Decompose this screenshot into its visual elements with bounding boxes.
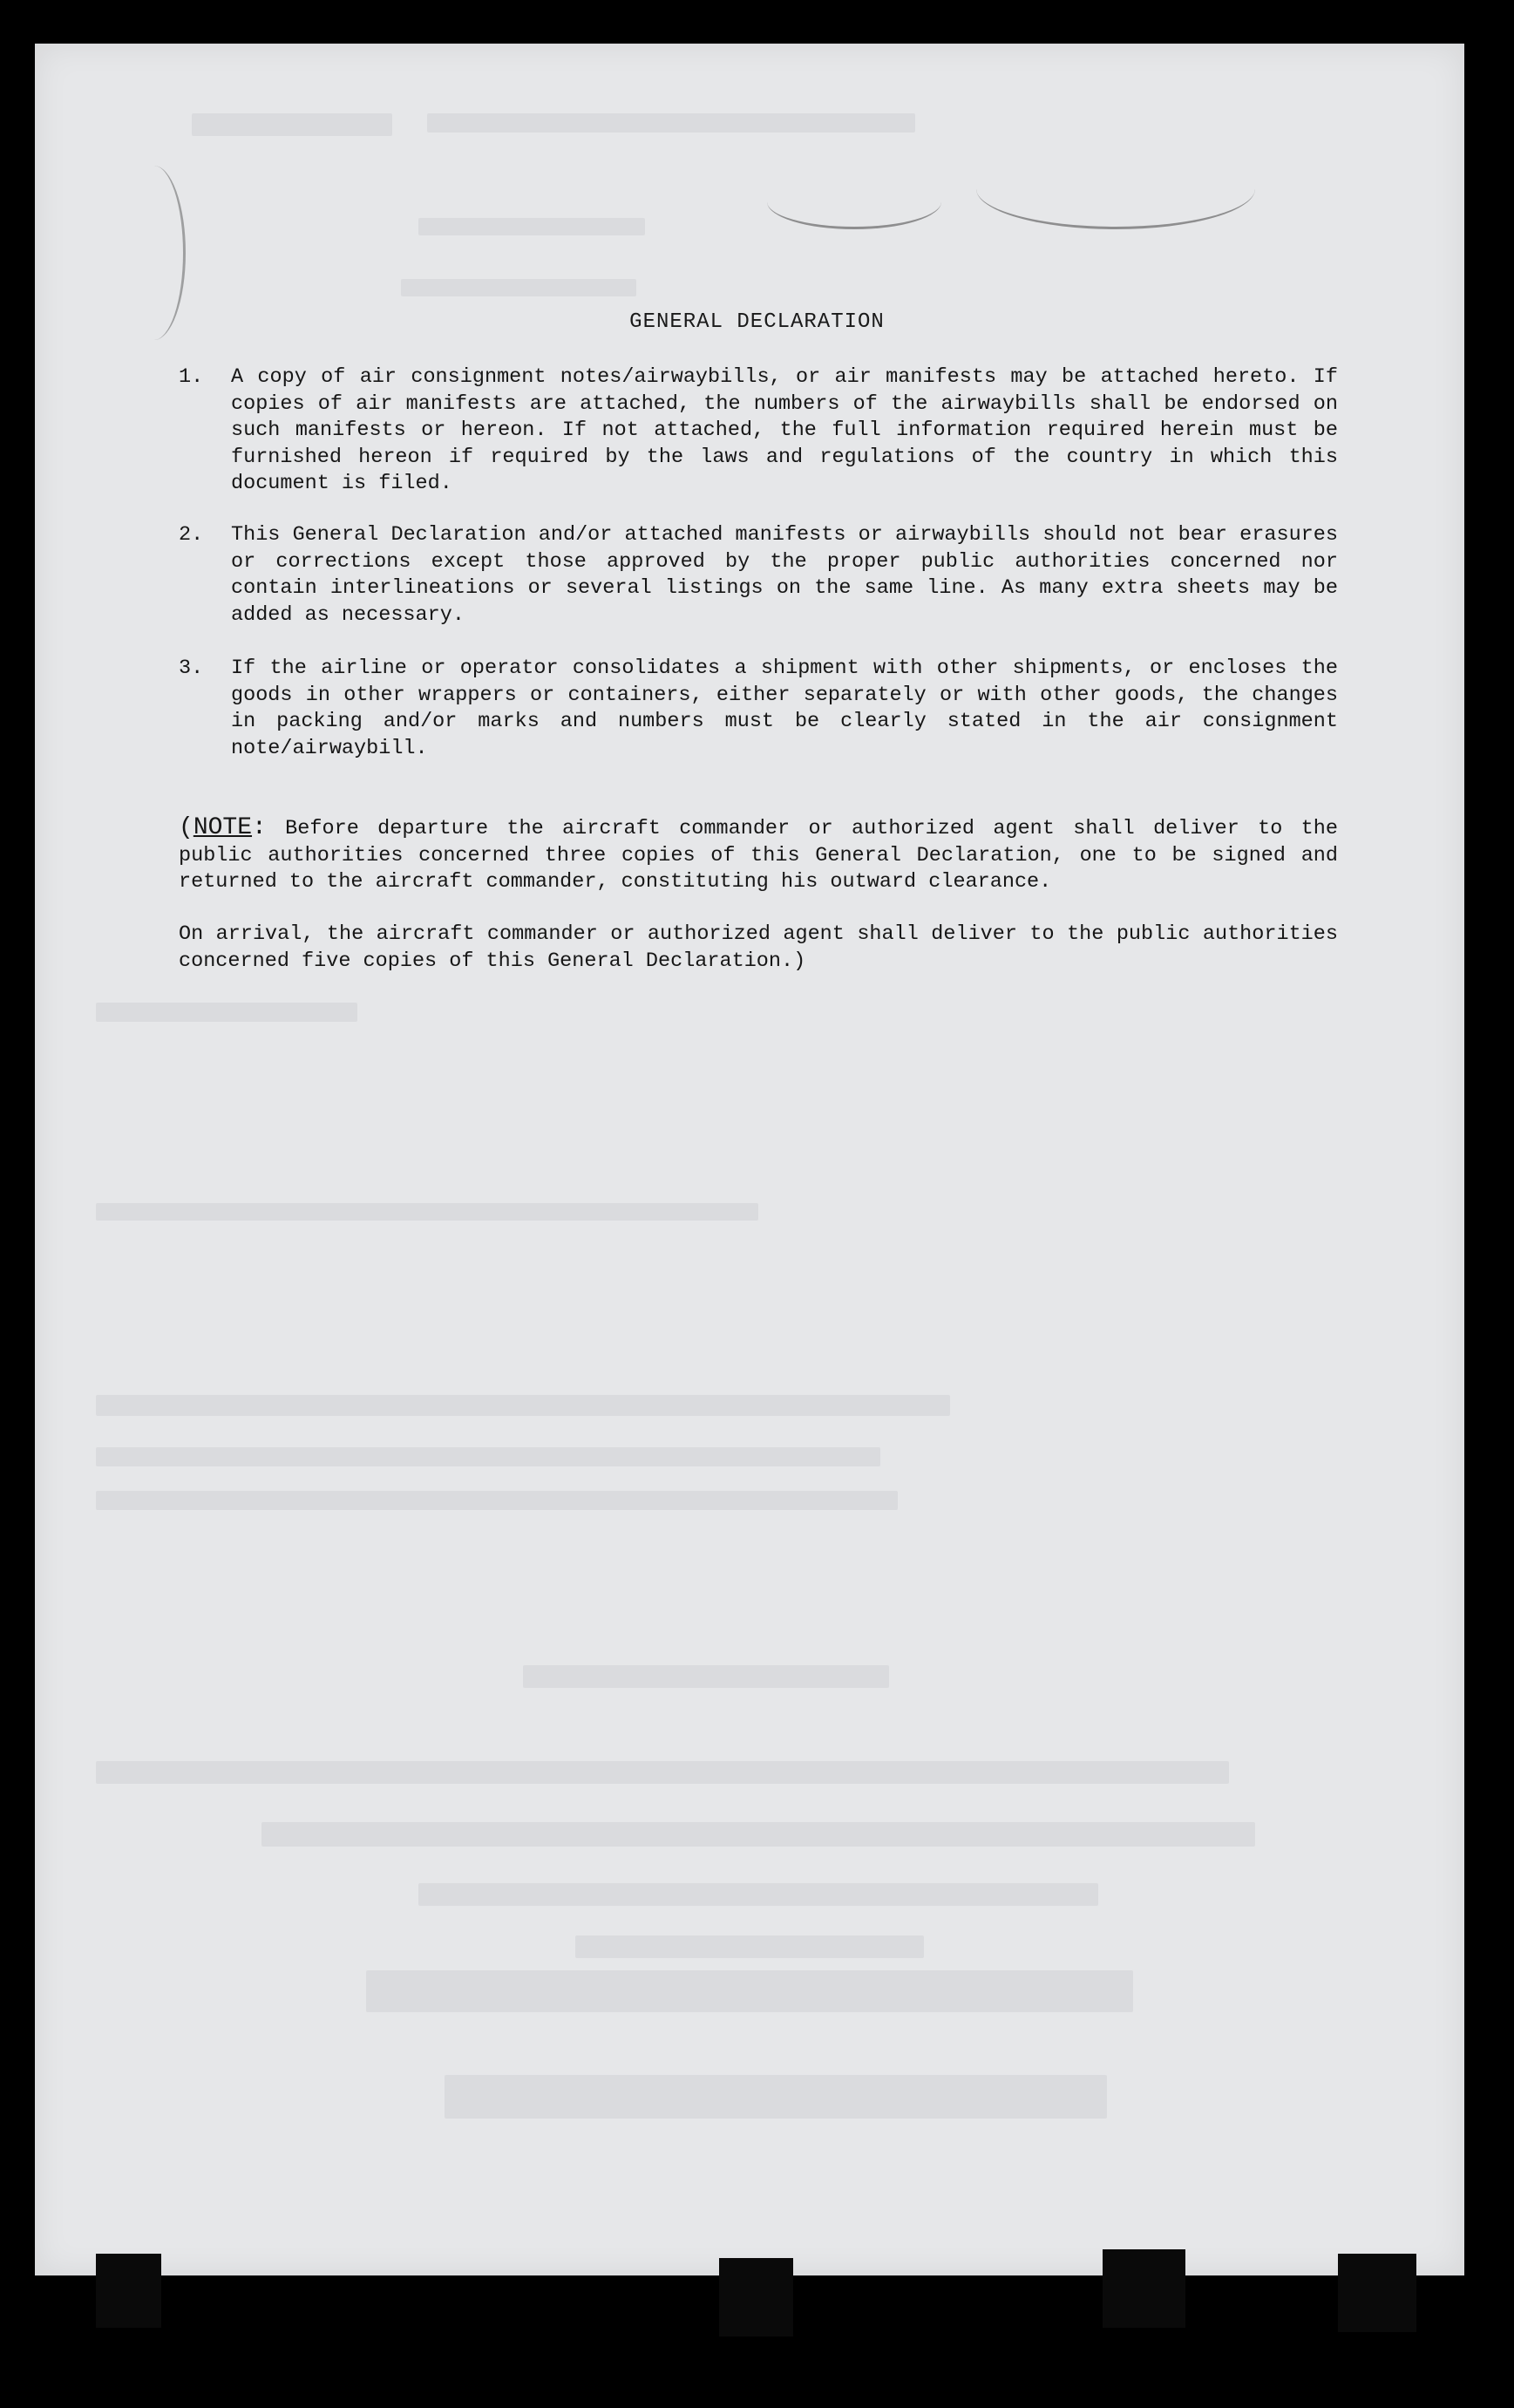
bleed-through-mark xyxy=(366,1970,1133,2012)
bleed-through-mark xyxy=(96,1491,898,1510)
binder-tab xyxy=(719,2258,793,2337)
bleed-through-mark xyxy=(418,1883,1098,1906)
bleed-through-mark xyxy=(96,1447,880,1466)
item-number: 2. xyxy=(179,523,204,547)
bleed-through-mark xyxy=(96,1395,950,1416)
item-text: A copy of air consignment notes/airwaybills, or air manifests may be attached hereto. If copies of air manifests are attached, the numbers of the airwaybills shall be endorsed on such manifests or hereon. If not attached, the full information required herein must be furnished hereon if required by the laws and regulations of the country in which this document is filed. xyxy=(231,365,1338,495)
bleed-through-mark xyxy=(445,2075,1107,2119)
bleed-through-mark xyxy=(575,1935,924,1958)
instruction-item-2 xyxy=(179,522,1338,629)
bleed-through-mark xyxy=(427,113,915,133)
handwritten-scribble xyxy=(976,148,1255,229)
binder-tab xyxy=(1103,2249,1185,2328)
note-text: Before departure the aircraft commander or authorized agent shall deliver to the public authorities concerned three copies of this General Declaration, one to be signed and returned to the aircraft commander, constituting his outward clearance. xyxy=(179,817,1338,894)
note-label: NOTE xyxy=(193,814,253,841)
item-text: This General Declaration and/or attached manifests or airwaybills should not bear erasures or corrections except those approved by the proper public authorities concerned nor contain interlineations or several listings on the same line. As many extra sheets may be added as necessary. xyxy=(231,523,1338,627)
note-open-paren: ( xyxy=(179,814,193,841)
binder-tab xyxy=(96,2254,161,2328)
bleed-through-mark xyxy=(523,1665,889,1688)
bleed-through-mark xyxy=(192,113,392,136)
bleed-through-mark xyxy=(261,1822,1255,1847)
document-title: GENERAL DECLARATION xyxy=(629,310,885,334)
bleed-through-mark xyxy=(96,1761,1229,1784)
item-number: 3. xyxy=(179,656,204,680)
bleed-through-mark xyxy=(96,1203,758,1221)
item-number: 1. xyxy=(179,365,204,389)
instruction-item-1 xyxy=(179,364,1338,498)
bleed-through-mark xyxy=(96,1003,357,1022)
handwritten-scribble xyxy=(767,174,941,229)
bleed-through-mark xyxy=(418,218,645,235)
departure-note xyxy=(179,815,1338,896)
arrival-note: On arrival, the aircraft commander or authorized agent shall deliver to the public authorities concerned five copies of this General Declaration.) xyxy=(179,922,1338,973)
binder-tab xyxy=(1338,2254,1416,2332)
instruction-item-3 xyxy=(179,656,1338,762)
note-colon: : xyxy=(252,814,267,841)
bleed-through-mark xyxy=(401,279,636,296)
item-text: If the airline or operator consolidates a shipment with other shipments, or encloses the goods in other wrappers or containers, either separately or with other goods, the changes in packing and/or marks and numbers must be clearly stated in the air consignment note/airwaybill. xyxy=(231,656,1338,760)
